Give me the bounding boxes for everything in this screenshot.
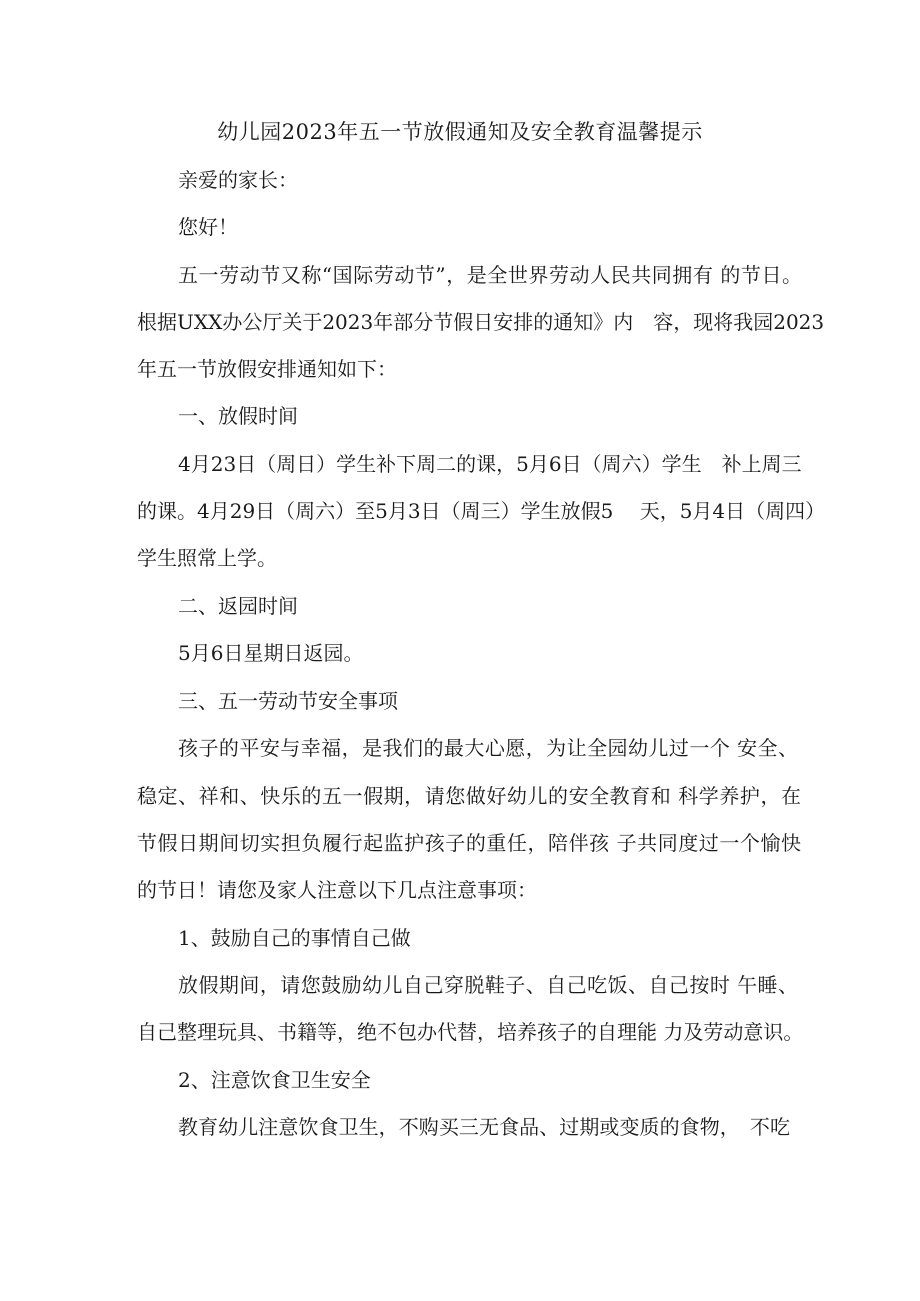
paragraph-line: 教育幼儿注意饮食卫生，不购买三无食品、过期或变质的食物， 不吃	[178, 1115, 790, 1139]
section-heading: 二、返园时间	[178, 594, 298, 618]
paragraph-line: 年五一节放假安排通知如下：	[137, 357, 397, 381]
paragraph-line: 放假期间，请您鼓励幼儿自己穿脱鞋子、自己吃饭、自己按时 午睡、	[178, 973, 798, 997]
salutation: 亲爱的家长：	[178, 168, 298, 192]
paragraph-line: 的课。4月29日（周六）至5月3日（周三）学生放假5 天，5月4日（周四）	[137, 499, 826, 523]
paragraph-line: 稳定、祥和、快乐的五一假期，请您做好幼儿的安全教育和 科学养护，在	[137, 784, 801, 808]
document-title: 幼儿园2023年五一节放假通知及安全教育温馨提示	[217, 120, 703, 144]
paragraph-line: 五一劳动节又称“国际劳动节”，是全世界劳动人民共同拥有 的节日。	[178, 263, 802, 287]
paragraph-line: 根据UXX办公厅关于2023年部分节假日安排的通知》内 容，现将我园2023	[137, 310, 825, 334]
paragraph-line: 节假日期间切实担负履行起监护孩子的重任，陪伴孩 子共同度过一个愉快	[137, 831, 801, 855]
paragraph-line: 4月23日（周日）学生补下周二的课，5月6日（周六）学生 补上周三	[178, 452, 802, 476]
paragraph-line: 学生照常上学。	[137, 546, 277, 570]
section-heading: 一、放假时间	[178, 404, 298, 428]
section-heading: 三、五一劳动节安全事项	[178, 689, 398, 713]
subsection-heading: 2、注意饮食卫生安全	[178, 1068, 371, 1092]
paragraph-line: 的节日！请您及家人注意以下几点注意事项：	[137, 878, 537, 902]
paragraph-line: 5月6日星期日返园。	[178, 641, 364, 665]
greeting: 您好！	[178, 215, 238, 239]
subsection-heading: 1、鼓励自己的事情自己做	[178, 926, 411, 950]
paragraph-line: 孩子的平安与幸福，是我们的最大心愿，为让全园幼儿过一个 安全、	[178, 736, 798, 760]
paragraph-line: 自己整理玩具、书籍等，绝不包办代替，培养孩子的自理能 力及劳动意识。	[137, 1020, 804, 1044]
